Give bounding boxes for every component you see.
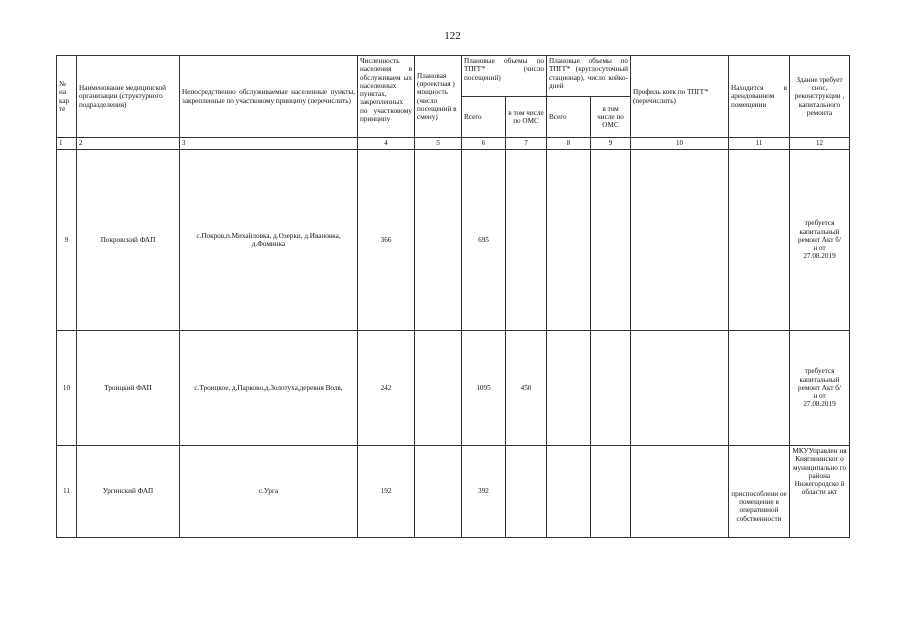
column-number: 7 (506, 138, 547, 150)
row-visits-total: 392 (462, 446, 506, 538)
table-row (57, 331, 850, 446)
header-visits-total: Всего (462, 97, 506, 138)
row-served: с.Троицкое, д.Парково,д.Золотуха,деревня Воля, (180, 331, 358, 446)
table-row (57, 446, 850, 538)
row-rented (729, 150, 790, 331)
facilities-table (56, 55, 850, 538)
column-number-row (57, 138, 850, 150)
column-number: 3 (180, 138, 358, 150)
column-number: 5 (415, 138, 462, 150)
row-beds-total (547, 150, 591, 331)
row-rented: приспособлени ое помещение в оперативной собственности (729, 446, 790, 538)
header-org: Наименование медицинской организации (структурного подразделения) (77, 56, 180, 138)
row-num: 9 (57, 150, 77, 331)
row-org: Покровский ФАП (77, 150, 180, 331)
row-visits-total: 1095 (462, 331, 506, 446)
header-beds-total: Всего (547, 97, 591, 138)
header-repair: Здание требует снос, реконструкции , капитального ремонта (790, 56, 850, 138)
row-profile (631, 446, 729, 538)
row-visits-oms (506, 150, 547, 331)
row-num: 11 (57, 446, 77, 538)
row-beds-oms (591, 150, 631, 331)
header-tpgg-visits: Плановые объемы по ТПГГ* (число посещений) (462, 56, 547, 97)
row-capacity (415, 331, 462, 446)
row-profile (631, 331, 729, 446)
header-num: № на кар те (57, 56, 77, 138)
header-row-1 (57, 56, 850, 97)
table-row (57, 150, 850, 331)
row-population: 242 (358, 331, 415, 446)
header-population: Численность населения в обслуживаем ых населенных пунктах, закрепленных по участковому принципу (358, 56, 415, 138)
row-visits-total: 695 (462, 150, 506, 331)
column-number: 8 (547, 138, 591, 150)
row-beds-oms (591, 331, 631, 446)
column-number: 6 (462, 138, 506, 150)
header-tpgg-beds: Плановые объемы по ТПГГ* (круглосуточный стационар), число койко-дней (547, 56, 631, 97)
row-org: Ургинский ФАП (77, 446, 180, 538)
row-repair: требуется капитальный ремонт Акт б/н от 27.08.2019 (790, 150, 850, 331)
row-beds-total (547, 446, 591, 538)
row-capacity (415, 446, 462, 538)
row-capacity (415, 150, 462, 331)
row-beds-total (547, 331, 591, 446)
row-beds-oms (591, 446, 631, 538)
row-profile (631, 150, 729, 331)
column-number: 1 (57, 138, 77, 150)
column-number: 2 (77, 138, 180, 150)
header-beds-oms: в том числе по ОМС (591, 97, 631, 138)
column-number: 9 (591, 138, 631, 150)
header-served: Непосредственно обслуживаемые населенные пункты, закрепленные по участковому принципу (перечислить) (180, 56, 358, 138)
column-number: 11 (729, 138, 790, 150)
row-visits-oms: 450 (506, 331, 547, 446)
row-served: с.Покров,п.Михайловка, д.Озерки, д.Ивановка, д.Фоминка (180, 150, 358, 331)
row-org: Троицкий ФАП (77, 331, 180, 446)
header-rented: Находится в арендованном помещении (729, 56, 790, 138)
row-repair: МКУУправлен ия Княгининског о муниципально го района Нижегородско й области акт (790, 446, 850, 538)
header-visits-oms: в том числе по ОМС (506, 97, 547, 138)
row-num: 10 (57, 331, 77, 446)
row-population: 366 (358, 150, 415, 331)
row-served: с.Урга (180, 446, 358, 538)
row-population: 192 (358, 446, 415, 538)
page-number: 122 (444, 30, 461, 42)
row-rented (729, 331, 790, 446)
column-number: 10 (631, 138, 729, 150)
row-visits-oms (506, 446, 547, 538)
row-repair: требуется капитальный ремонт Акт б/н от 27.08.2019 (790, 331, 850, 446)
column-number: 12 (790, 138, 850, 150)
column-number: 4 (358, 138, 415, 150)
header-profile: Профиль коек по ТПГГ* (перечислить) (631, 56, 729, 138)
header-capacity: Плановая (проектная ) мощность (число посещений в смену) (415, 56, 462, 138)
